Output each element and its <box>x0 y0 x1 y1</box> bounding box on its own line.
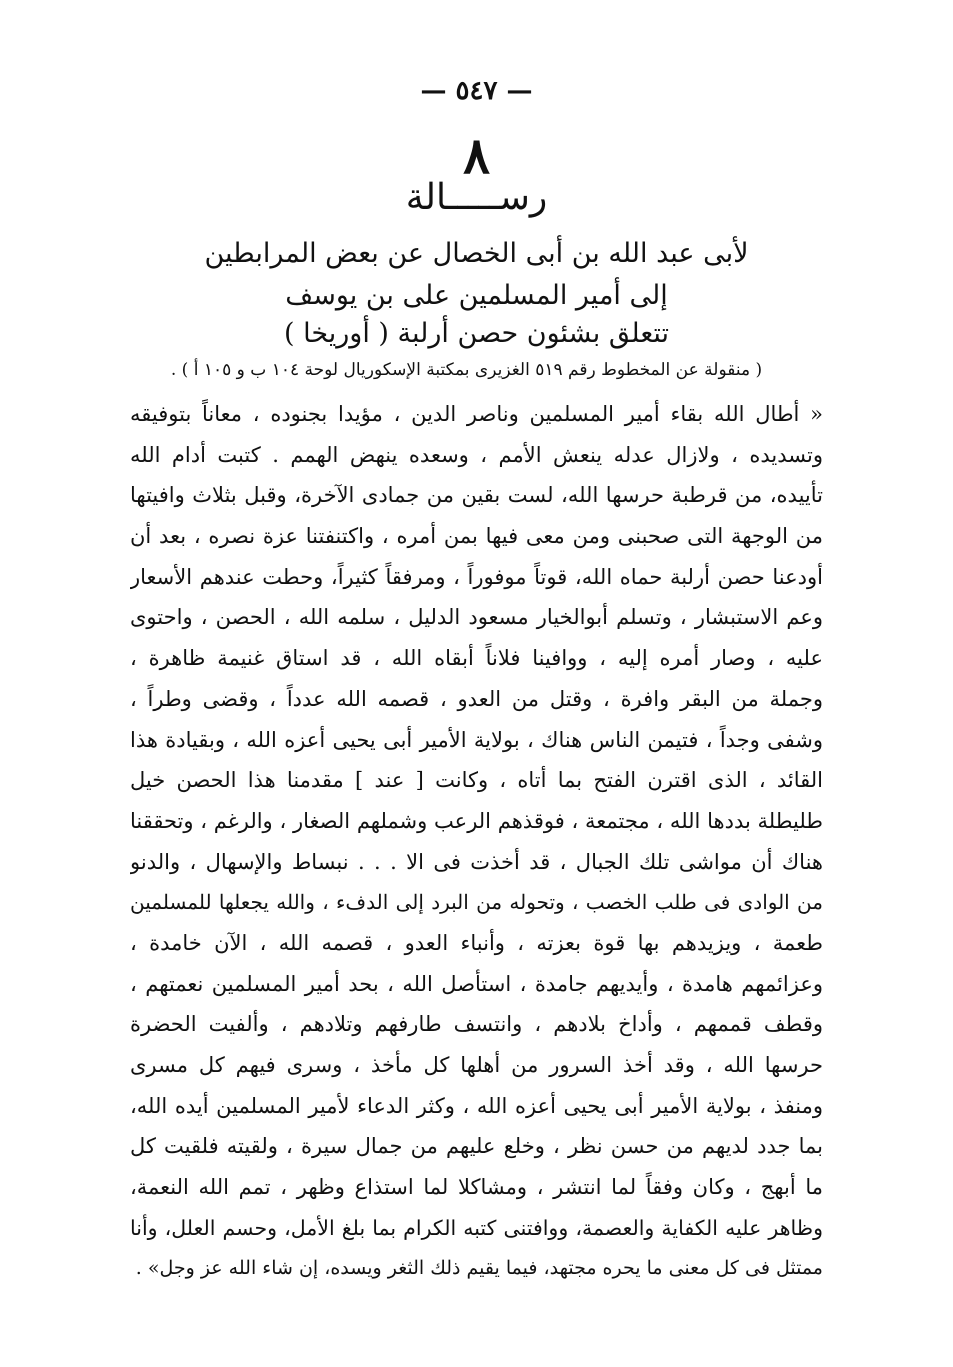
body-line-18: ومنفذ ، بولاية الأمير أبى يحيى أعزه الله ، وكثر الدعاء لأمير المسلمين أيده الله، <box>130 1093 823 1118</box>
body-line-4: من الوجهة التى صحبنى ومن معى فيها بمن أمره ، واكتنفتنا عزة نصره ، بعد أن <box>130 524 823 549</box>
body-line-11: طليطلة بددها الله ، مجتمعة ، فوقذهم الرعب وشملهم الصغار ، والرغم ، وتحققنا <box>130 808 823 833</box>
heading-author-line: لأبى عبد الله بن أبى الخصال عن بعض المرابطين <box>204 238 749 269</box>
body-line-10: القائد ، الذى اقترن الفتح بما أتاه ، وكانت [ عند ] مقدمنا هذا الحصن خيل <box>130 768 823 793</box>
body-line-14: طعمة ، ويزيدهم بها قوة بعزته ، وأنباء العدو ، قصمه الله ، الآن خامدة ، <box>130 930 823 955</box>
body-line-7: عليه ، وصار أمره إليه ، ووافينا فلاناً أبقاه الله ، قد استاق غنيمة ظاهرة ، <box>130 646 823 671</box>
body-line-16: وقطف قممهم ، وأداخ بلادهم ، وانتسف طارفهم وتلادهم ، وألفيت الحضرة <box>130 1012 823 1037</box>
body-line-3: تأييده، من قرطبة حرسها الله، لست بقين من جمادى الآخرة، وقبل بثلاث وافيتها <box>130 483 823 508</box>
body-line-20: ما أبهج ، وكان وفقاً لما انتشر ، ومشاكلا لما استذاع وظهر ، تمم الله النعمة، <box>130 1175 823 1200</box>
body-line-6: وعم الاستبشار ، وتسلم أبوالخيار مسعود الدليل ، سلمه الله ، الحصن ، واحتوى <box>130 605 823 630</box>
body-line-17: حرسها الله ، وقد أخذ السرور من أهلها كل مأخذ ، وسرى فيهم كل مسرى <box>130 1053 823 1077</box>
body-line-15: وعزائمهم هامدة ، وأيديهم جامدة ، استأصل الله ، بحد أمير المسلمين نعمتهم ، <box>130 971 823 996</box>
page-number: — ٥٤٧ — <box>420 76 533 106</box>
body-line-8: وجملة من البقر وافرة ، وقتل من العدو ، قصمه الله عدداً ، وقضى وطراً ، <box>130 686 823 711</box>
body-line-19: بما جدد لديهم من حسن نظر ، وخلع عليهم من جمال سيرة ، ولقيته فلقيت كل <box>130 1134 823 1159</box>
document-number: ٨ <box>463 126 490 185</box>
document-title: رســـــالة <box>405 177 548 218</box>
body-line-5: أودعنا حصن أرلبة حماه الله، قوتاً موفوراً ، ومرفقاً كثيراً، وحطت عندهم الأسعار <box>130 564 823 589</box>
body-line-22: ممتثل فى كل معنى ما يحره مجتهد، فيما يقيم ذلك الثغر ويسده، إن شاء الله عز وجل» . <box>135 1257 823 1280</box>
heading-recipient-line: إلى أمير المسلمين على بن يوسف <box>285 280 668 311</box>
source-note: ( منقولة عن المخطوط رقم ٥١٩ الغزيرى بمكتبة الإسكوريال لوحة ١٠٤ ب و ١٠٥ أ ) . <box>170 360 763 380</box>
letter-body <box>130 394 823 1289</box>
body-line-2: وتسديده ، ولازال عدله ينعش الأمم ، وسعده ينهض الهمم . كتبت أدام الله <box>130 442 823 467</box>
body-line-21: وظاهر عليه الكفاية والعصمة، ووافتنى كتبه الكرام بما بلغ الأمل، وحسم العلل، وأنا <box>130 1215 823 1240</box>
body-line-13: من الوادى فى طلب الخصب ، وتحوله من البرد إلى الدفء ، والله يجعلها للمسلمين <box>130 890 823 915</box>
heading-subject-line: تتعلق بشئون حصن أرلبة ( أوريخا ) <box>283 318 670 349</box>
body-line-1: « أطال الله بقاء أمير المسلمين وناصر الدين ، مؤيدا بجنوده ، معاناً بتوفيقه <box>130 402 823 426</box>
body-line-12: هناك أن مواشى تلك الجبال ، قد أخذت فى الا . . . نبساط والإسهال ، والدنو <box>130 849 823 874</box>
body-line-9: وشفى وجداً ، فتيمن الناس هناك ، بولاية الأمير أبى يحيى أعزه الله ، وبقيادة هذا <box>130 727 823 752</box>
